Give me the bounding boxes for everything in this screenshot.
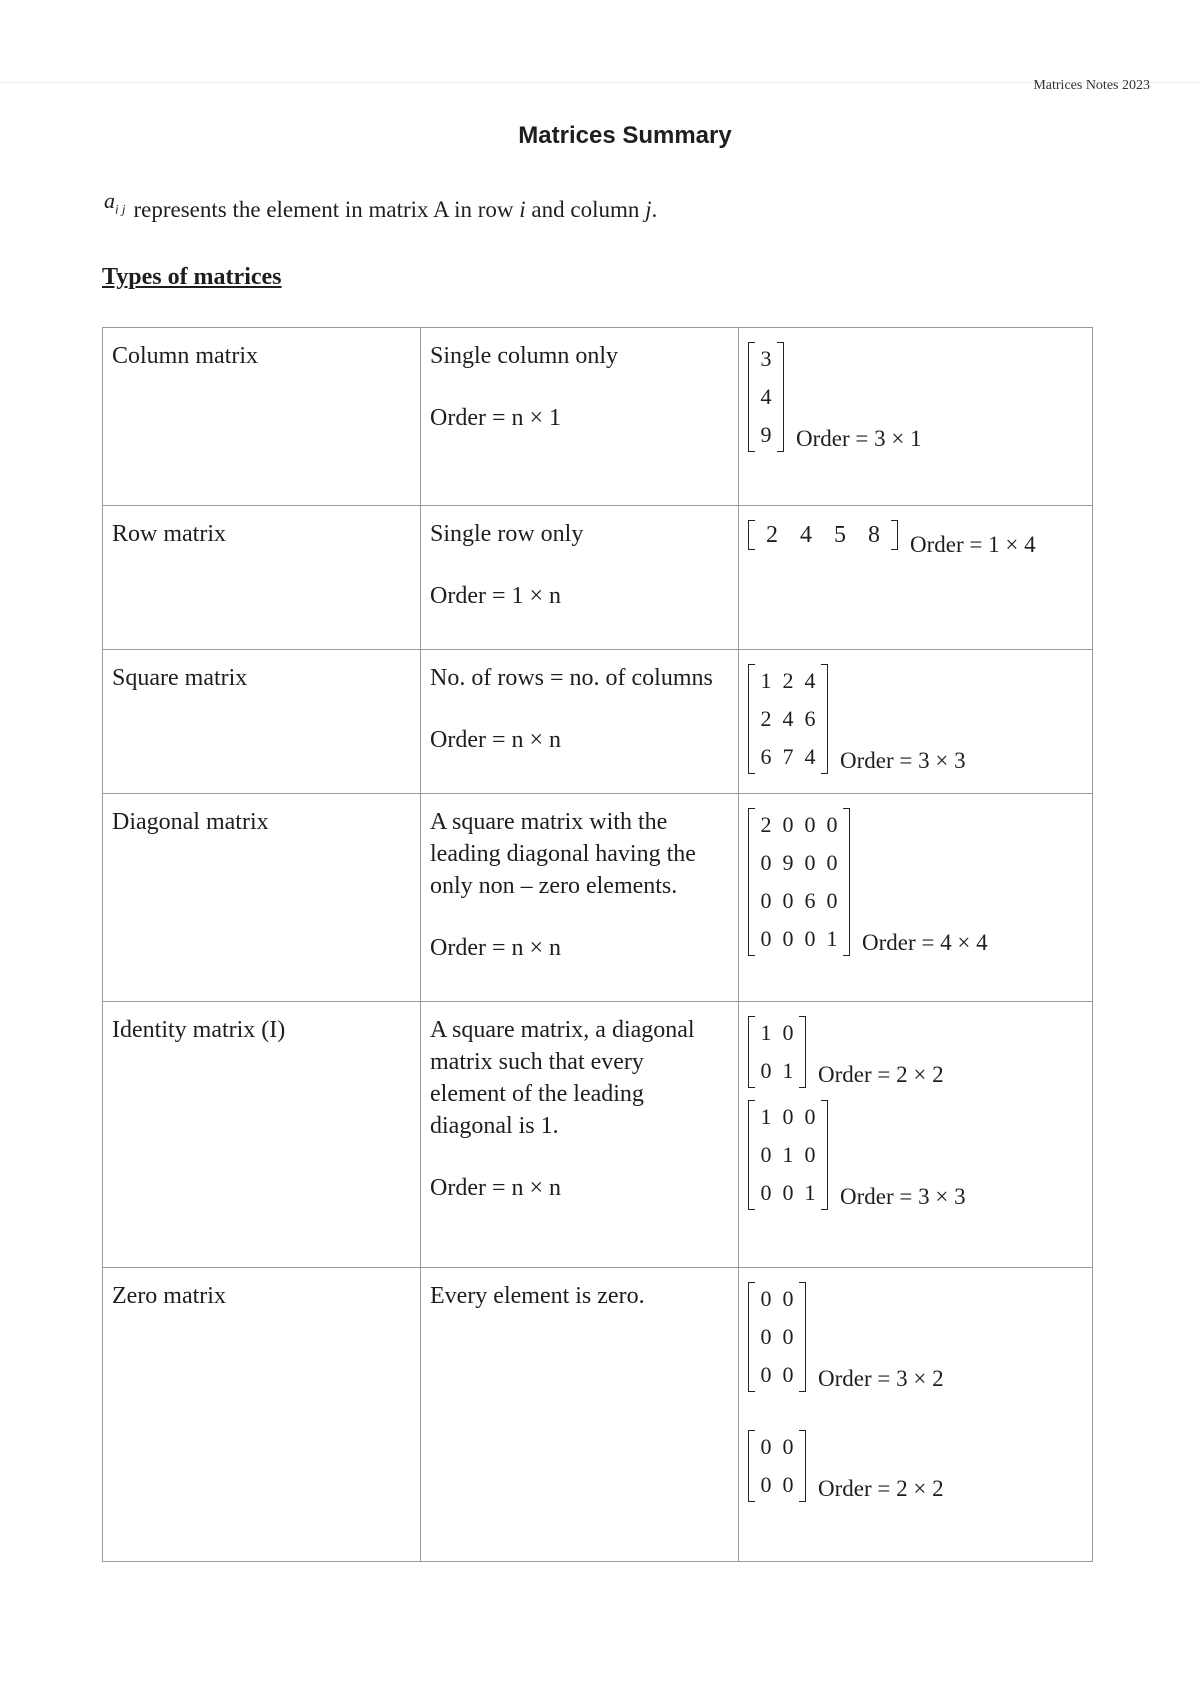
matrix-element: 1 — [782, 1058, 794, 1083]
matrix-element: 2 — [766, 522, 778, 548]
matrix-element: 0 — [760, 1472, 772, 1497]
example-matrix — [748, 1280, 806, 1394]
description-line: Single column only — [430, 343, 618, 369]
example-block — [748, 340, 1083, 454]
example-block — [748, 662, 1083, 776]
matrix-type-name: Zero matrix — [103, 1268, 421, 1562]
description-line: A square matrix with the — [430, 809, 668, 835]
matrix-element: 2 — [760, 706, 772, 731]
matrix-type-description — [421, 1268, 739, 1562]
top-rule — [0, 82, 1200, 83]
example-order: Order = 3 × 2 — [818, 1366, 944, 1391]
example-order: Order = 2 × 2 — [818, 1476, 944, 1501]
matrix-type-description — [421, 1002, 739, 1268]
matrix-element: 0 — [804, 1104, 816, 1129]
matrix-element: 0 — [760, 926, 772, 951]
matrix-element: 3 — [760, 346, 772, 371]
table-row — [103, 1268, 1093, 1562]
example-order: Order = 3 × 3 — [840, 1184, 966, 1209]
matrix-element: 0 — [804, 812, 816, 837]
description-line: Every element is zero. — [430, 1283, 645, 1309]
matrix-element: 0 — [760, 1142, 772, 1167]
description-line: No. of rows = no. of columns — [430, 665, 713, 691]
matrix-element: 1 — [760, 1104, 772, 1129]
matrix-element: 0 — [760, 850, 772, 875]
matrix-element: 6 — [804, 706, 816, 731]
matrix-element: 4 — [760, 384, 772, 409]
matrix-element: 1 — [826, 926, 838, 951]
matrix-type-name: Row matrix — [103, 506, 421, 650]
matrix-type-example — [739, 1268, 1093, 1562]
description-line: diagonal is 1. — [430, 1113, 559, 1139]
matrix-element: 1 — [760, 1020, 772, 1045]
example-matrix — [748, 1428, 806, 1504]
matrix-element: 9 — [782, 850, 794, 875]
matrix-element: 5 — [834, 522, 846, 548]
matrix-element: 6 — [804, 888, 816, 913]
matrix-type-name: Column matrix — [103, 328, 421, 506]
example-block — [748, 1280, 1083, 1394]
description-line: only non – zero elements. — [430, 873, 678, 899]
example-block — [748, 1428, 1083, 1504]
example-matrix — [748, 340, 784, 454]
matrix-type-description — [421, 506, 739, 650]
order-rule: Order = n × n — [430, 935, 562, 961]
matrix-element: 9 — [760, 422, 772, 447]
matrix-element: 1 — [804, 1180, 816, 1205]
matrix-type-example — [739, 794, 1093, 1002]
matrix-types-table — [102, 327, 1093, 1562]
example-order: Order = 3 × 1 — [796, 426, 922, 451]
matrix-element: 0 — [782, 1180, 794, 1205]
table-row — [103, 794, 1093, 1002]
matrix-type-example — [739, 650, 1093, 794]
matrix-element: 0 — [760, 1324, 772, 1349]
matrix-element: 0 — [782, 1362, 794, 1387]
matrix-element: 0 — [760, 1180, 772, 1205]
matrix-element: 0 — [782, 1472, 794, 1497]
example-matrix — [748, 1098, 828, 1212]
table-row — [103, 650, 1093, 794]
example-order: Order = 3 × 3 — [840, 748, 966, 773]
running-header: Matrices Notes 2023 — [1033, 78, 1150, 93]
matrix-type-description — [421, 650, 739, 794]
matrix-element: 0 — [760, 1058, 772, 1083]
matrix-type-example — [739, 1002, 1093, 1268]
example-block — [748, 518, 1083, 557]
description-line: Single row only — [430, 521, 584, 547]
matrix-element: 0 — [782, 1286, 794, 1311]
matrix-element: 0 — [782, 1434, 794, 1459]
matrix-element: 0 — [782, 812, 794, 837]
matrix-element: 8 — [868, 522, 880, 548]
description-line: matrix such that every — [430, 1049, 644, 1075]
matrix-element: 0 — [782, 1324, 794, 1349]
page-title: Matrices Summary — [518, 122, 732, 149]
matrix-type-name: Identity matrix (I) — [103, 1002, 421, 1268]
example-block — [748, 1098, 1083, 1212]
matrix-element: 4 — [804, 668, 816, 693]
order-rule: Order = n × 1 — [430, 405, 562, 431]
matrix-type-name: Square matrix — [103, 650, 421, 794]
order-rule: Order = n × n — [430, 1175, 562, 1201]
description-line: A square matrix, a diagonal — [430, 1017, 695, 1043]
matrix-type-example — [739, 328, 1093, 506]
matrix-element: 0 — [826, 812, 838, 837]
matrix-element: 2 — [760, 812, 772, 837]
matrix-element: 4 — [804, 744, 816, 769]
example-block — [748, 806, 1083, 958]
example-order: Order = 2 × 2 — [818, 1062, 944, 1087]
example-block — [748, 1014, 1083, 1090]
table-row — [103, 506, 1093, 650]
matrix-element: 0 — [760, 888, 772, 913]
matrix-element: 0 — [826, 888, 838, 913]
example-matrix — [748, 806, 850, 958]
matrix-element: 6 — [760, 744, 772, 769]
aij-symbol: $a_{i j}$ — [104, 188, 126, 217]
matrix-element: 0 — [804, 850, 816, 875]
matrix-element: 0 — [804, 1142, 816, 1167]
example-order: Order = 1 × 4 — [910, 532, 1036, 557]
matrix-element: 4 — [800, 522, 812, 548]
matrix-element: 0 — [760, 1286, 772, 1311]
matrix-type-example — [739, 506, 1093, 650]
matrix-element: 0 — [782, 1020, 794, 1045]
matrix-element: 1 — [760, 668, 772, 693]
table-row — [103, 1002, 1093, 1268]
example-order: Order = 4 × 4 — [862, 930, 988, 955]
example-matrix — [748, 518, 898, 552]
matrix-element: 0 — [826, 850, 838, 875]
description-line: element of the leading — [430, 1081, 644, 1107]
matrix-element: 0 — [782, 926, 794, 951]
example-matrix — [748, 1014, 806, 1090]
description-line: leading diagonal having the — [430, 841, 696, 867]
section-heading: Types of matrices — [102, 264, 282, 290]
matrix-element: 0 — [782, 888, 794, 913]
matrix-element: 2 — [782, 668, 794, 693]
matrix-type-name: Diagonal matrix — [103, 794, 421, 1002]
matrix-element: 1 — [782, 1142, 794, 1167]
table-row — [103, 328, 1093, 506]
matrix-type-description — [421, 328, 739, 506]
example-matrix — [748, 662, 828, 776]
matrix-element: 4 — [782, 706, 794, 731]
matrix-element: 0 — [804, 926, 816, 951]
intro-sentence: $a_{i j}$ represents the element in matrix A in row i and column j. — [104, 188, 658, 222]
matrix-element: 0 — [760, 1434, 772, 1459]
order-rule: Order = n × n — [430, 727, 562, 753]
matrix-element: 7 — [782, 744, 794, 769]
matrix-element: 0 — [760, 1362, 772, 1387]
matrix-type-description — [421, 794, 739, 1002]
order-rule: Order = 1 × n — [430, 583, 562, 609]
matrix-element: 0 — [782, 1104, 794, 1129]
